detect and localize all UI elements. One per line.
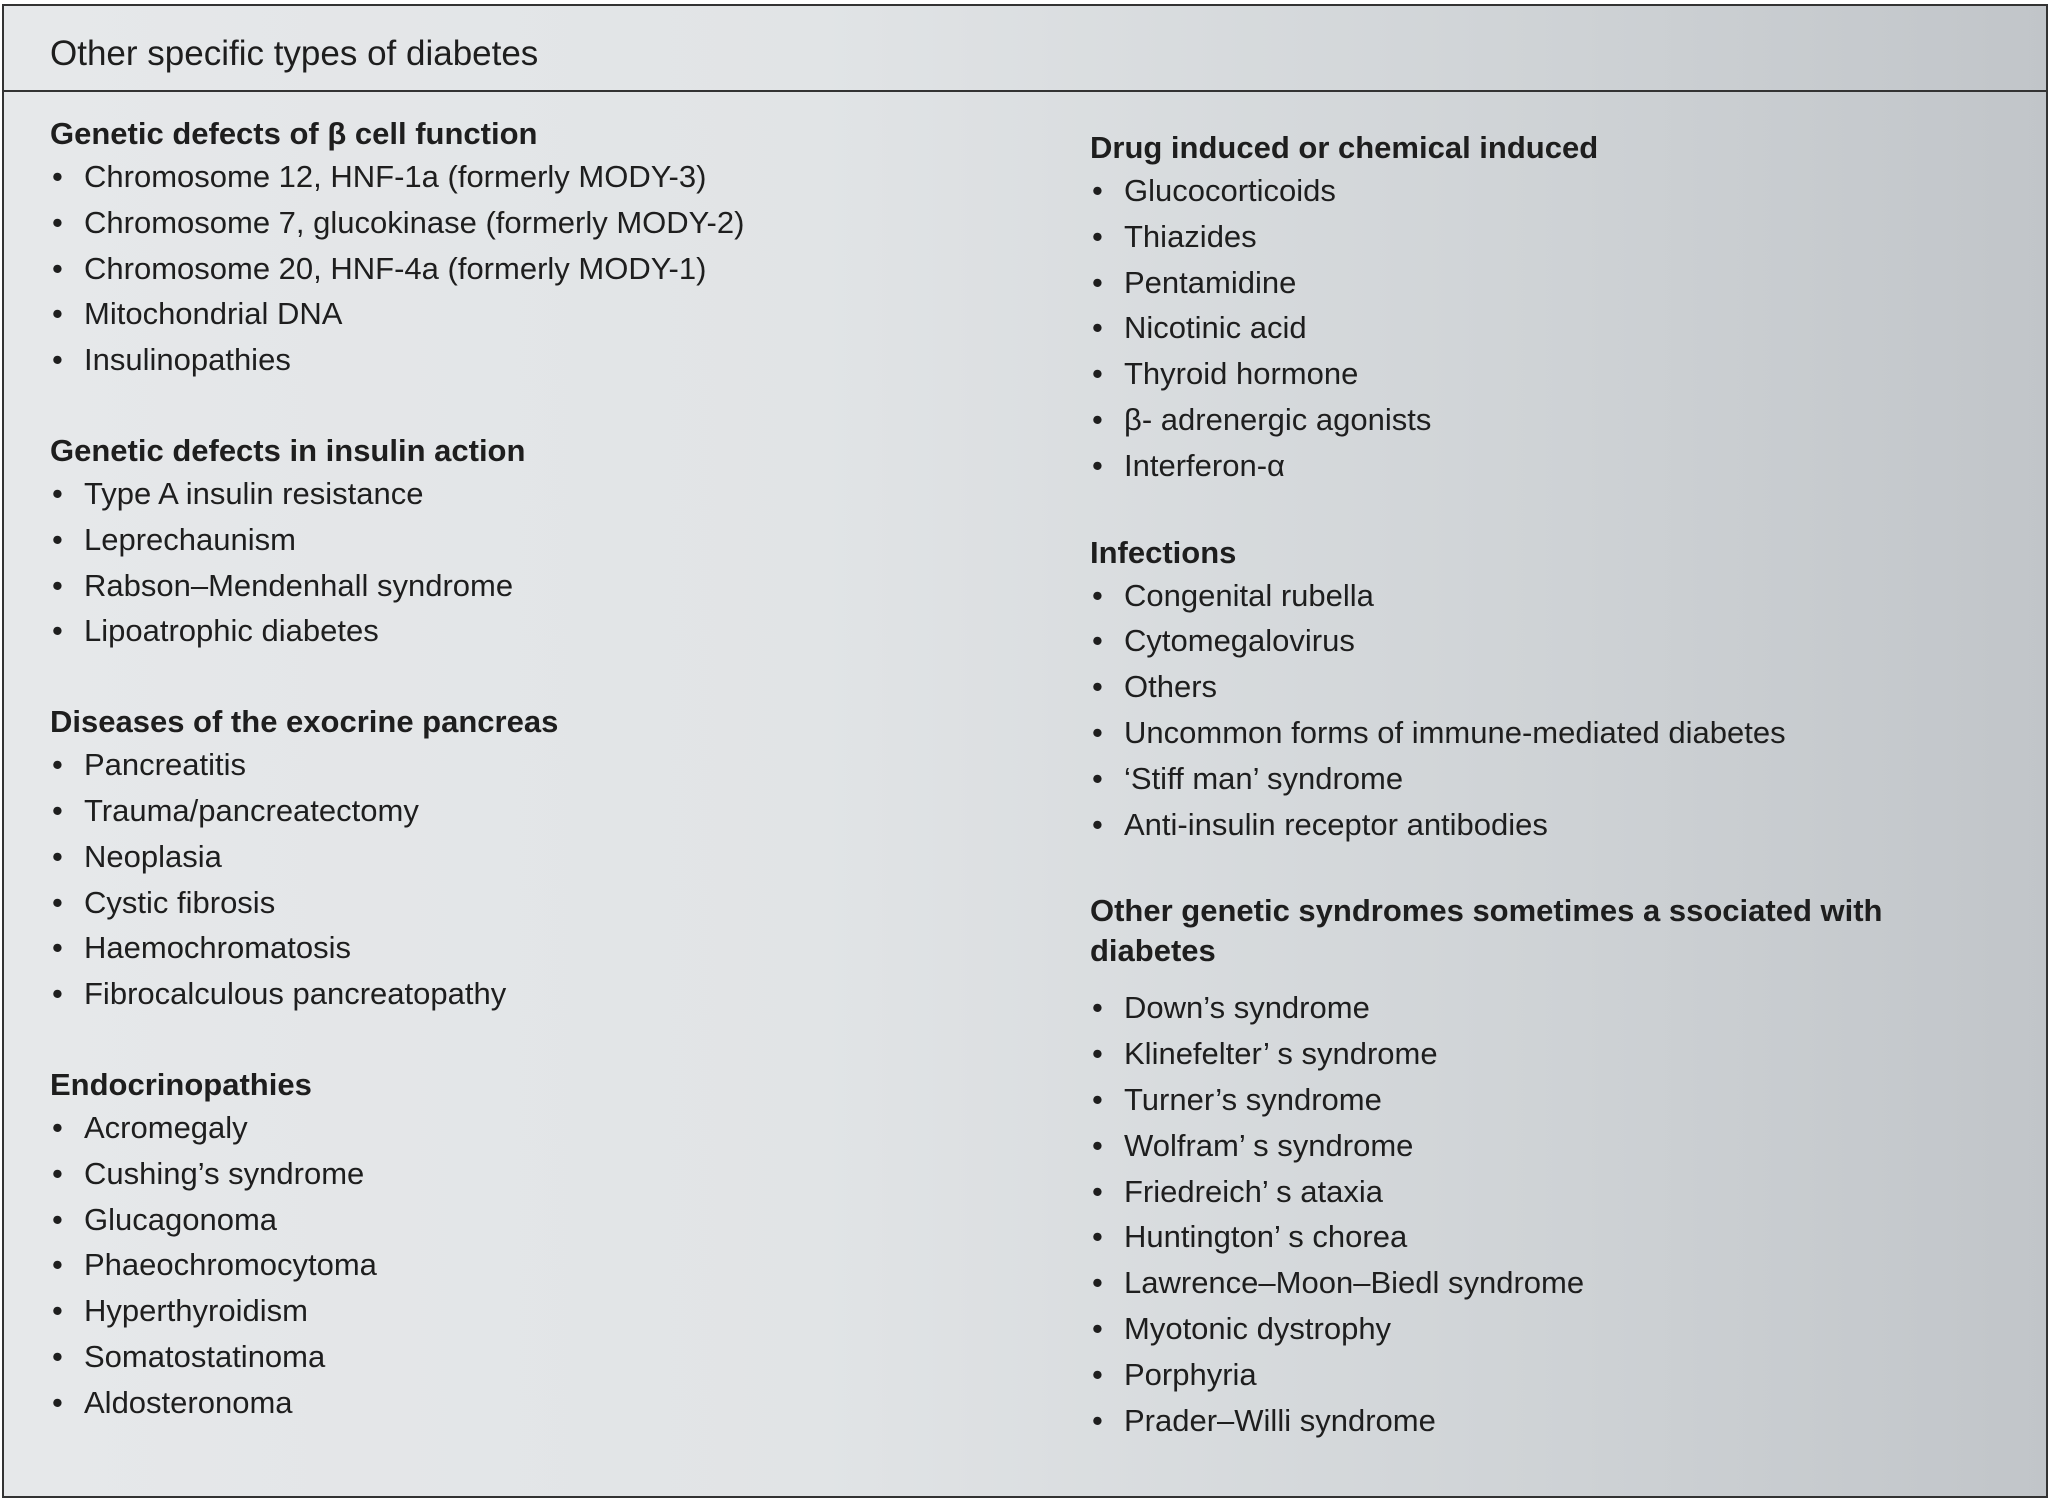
- item-list: [50, 154, 1030, 383]
- bullet-icon: •: [52, 204, 63, 240]
- list-item: [50, 1105, 1030, 1151]
- list-item-text: Others: [1124, 669, 1218, 705]
- list-item: [50, 1380, 1030, 1426]
- list-item-text: Chromosome 7, glucokinase (formerly MODY-2): [84, 204, 745, 240]
- section-drug-chemical-induced: [1090, 128, 2010, 489]
- list-item: [1090, 260, 2010, 306]
- list-item-text: Mitochondrial DNA: [84, 296, 343, 332]
- list-item-text: Pancreatitis: [84, 747, 246, 783]
- bullet-icon: •: [1092, 1356, 1103, 1392]
- list-item-text: Haemochromatosis: [84, 930, 352, 966]
- bullet-icon: •: [52, 342, 63, 378]
- right-column: [1090, 128, 2010, 1443]
- section-exocrine-pancreas: [50, 702, 1030, 1017]
- list-item: [50, 200, 1030, 246]
- section-endocrinopathies: [50, 1065, 1030, 1426]
- list-item-text: Lipoatrophic diabetes: [84, 613, 379, 649]
- list-item: [1090, 1077, 2010, 1123]
- list-item-text: Klinefelter’ s syndrome: [1124, 1036, 1438, 1072]
- list-item-text: Porphyria: [1124, 1356, 1257, 1392]
- list-item: [1090, 214, 2010, 260]
- list-item-text: Somatostatinoma: [84, 1338, 326, 1374]
- list-item: [1090, 1260, 2010, 1306]
- item-list: [1090, 168, 2010, 489]
- item-list: [1090, 985, 2010, 1443]
- list-item-text: Hyperthyroidism: [84, 1293, 308, 1329]
- list-item-text: Chromosome 20, HNF-4a (formerly MODY-1): [84, 250, 707, 286]
- item-list: [1090, 573, 2010, 848]
- bullet-icon: •: [52, 838, 63, 874]
- list-item-text: Rabson–Mendenhall syndrome: [84, 567, 514, 603]
- section-title: Genetic defects in insulin action: [50, 432, 526, 468]
- section-title: Drug induced or chemical induced: [1090, 130, 1599, 165]
- list-item-text: Cystic fibrosis: [84, 884, 276, 920]
- list-item: [1090, 168, 2010, 214]
- bullet-icon: •: [52, 521, 63, 557]
- section-genetic-beta-cell: [50, 114, 1030, 383]
- list-item-text: Anti-insulin receptor antibodies: [1124, 806, 1548, 842]
- page-title: Other specific types of diabetes: [50, 34, 539, 73]
- list-item-text: Fibrocalculous pancreatopathy: [84, 976, 507, 1012]
- bullet-icon: •: [1092, 356, 1103, 392]
- list-item: [1090, 305, 2010, 351]
- bullet-icon: •: [1092, 1219, 1103, 1255]
- list-item: [50, 291, 1030, 337]
- bullet-icon: •: [1092, 806, 1103, 842]
- list-item-text: β- adrenergic agonists: [1124, 401, 1432, 437]
- list-item: [50, 1334, 1030, 1380]
- section-other-genetic-syndromes: [1090, 891, 2010, 1443]
- section-gap: [50, 654, 1030, 702]
- list-item: [50, 337, 1030, 383]
- left-column: [50, 114, 1030, 1426]
- bullet-icon: •: [1092, 447, 1103, 483]
- list-item: [1090, 351, 2010, 397]
- list-item: [50, 608, 1030, 654]
- bullet-icon: •: [1092, 264, 1103, 300]
- list-item-text: Insulinopathies: [84, 342, 291, 378]
- list-item-text: Congenital rubella: [1124, 577, 1374, 613]
- list-item: [1090, 985, 2010, 1031]
- bullet-icon: •: [1092, 1127, 1103, 1163]
- bullet-icon: •: [1092, 760, 1103, 796]
- bullet-icon: •: [52, 792, 63, 828]
- bullet-icon: •: [52, 930, 63, 966]
- item-list: [50, 742, 1030, 1017]
- list-item-text: Chromosome 12, HNF-1a (formerly MODY-3): [84, 159, 707, 194]
- list-item-text: Trauma/pancreatectomy: [84, 792, 419, 828]
- bullet-icon: •: [52, 1155, 63, 1191]
- bullet-icon: •: [52, 1384, 63, 1420]
- bullet-icon: •: [1092, 1173, 1103, 1209]
- list-item-text: Pentamidine: [1124, 264, 1297, 300]
- section-gap: [1090, 489, 2010, 533]
- list-item-text: Huntington’ s chorea: [1124, 1219, 1408, 1255]
- list-item: [50, 742, 1030, 788]
- section-genetic-insulin-action: [50, 431, 1030, 654]
- list-item-text: Acromegaly: [84, 1109, 248, 1145]
- list-item-text: Nicotinic acid: [1124, 310, 1307, 346]
- bullet-icon: •: [52, 475, 63, 511]
- bullet-icon: •: [1092, 401, 1103, 437]
- list-item-text: Interferon-α: [1124, 447, 1285, 483]
- list-item: [1090, 1031, 2010, 1077]
- item-list: [50, 471, 1030, 654]
- section-infections: [1090, 533, 2010, 848]
- bullet-icon: •: [52, 1338, 63, 1374]
- list-item: [50, 925, 1030, 971]
- bullet-icon: •: [1092, 990, 1103, 1026]
- list-item-text: Friedreich’ s ataxia: [1124, 1173, 1384, 1209]
- list-item-text: Myotonic dystrophy: [1124, 1310, 1392, 1346]
- bullet-icon: •: [1092, 623, 1103, 659]
- list-item-text: ‘Stiff man’ syndrome: [1124, 760, 1404, 796]
- list-item: [1090, 443, 2010, 489]
- list-item: [50, 1288, 1030, 1334]
- list-item-text: Leprechaunism: [84, 521, 296, 557]
- section-title: Diseases of the exocrine pancreas: [50, 704, 559, 740]
- section-gap: [50, 383, 1030, 431]
- section-gap: [50, 1017, 1030, 1065]
- list-item: [50, 1151, 1030, 1197]
- list-item: [1090, 1214, 2010, 1260]
- panel-header: [4, 6, 2046, 92]
- bullet-icon: •: [1092, 669, 1103, 705]
- list-item: [1090, 710, 2010, 756]
- list-item: [1090, 618, 2010, 664]
- list-item: [1090, 802, 2010, 848]
- list-item-text: Cushing’s syndrome: [84, 1155, 365, 1191]
- list-item-text: Lawrence–Moon–Biedl syndrome: [1124, 1265, 1585, 1301]
- list-item: [50, 971, 1030, 1017]
- section-title: Endocrinopathies: [50, 1066, 312, 1102]
- list-item: [50, 834, 1030, 880]
- bullet-icon: •: [52, 159, 63, 194]
- list-item: [50, 880, 1030, 926]
- section-title: Infections: [1090, 534, 1237, 570]
- bullet-icon: •: [1092, 173, 1103, 208]
- bullet-icon: •: [1092, 1310, 1103, 1346]
- list-item: [1090, 664, 2010, 710]
- bullet-icon: •: [52, 976, 63, 1012]
- bullet-icon: •: [52, 1293, 63, 1329]
- list-item: [50, 471, 1030, 517]
- list-item-text: Glucocorticoids: [1124, 173, 1336, 208]
- list-item-text: Phaeochromocytoma: [84, 1247, 377, 1283]
- list-item: [50, 1242, 1030, 1288]
- list-item: [50, 788, 1030, 834]
- list-item: [50, 154, 1030, 200]
- bullet-icon: •: [52, 613, 63, 649]
- list-item-text: Neoplasia: [84, 838, 222, 874]
- list-item-text: Down’s syndrome: [1124, 990, 1370, 1026]
- bullet-icon: •: [1092, 310, 1103, 346]
- list-item: [50, 246, 1030, 292]
- bullet-icon: •: [52, 1247, 63, 1283]
- list-item-text: Uncommon forms of immune-mediated diabetes: [1124, 714, 1786, 750]
- list-item-text: Thiazides: [1124, 218, 1257, 254]
- list-item-text: Glucagonoma: [84, 1201, 278, 1237]
- bullet-icon: •: [1092, 1036, 1103, 1072]
- section-gap: [1090, 847, 2010, 891]
- list-item-text: Thyroid hormone: [1124, 356, 1359, 392]
- list-item: [1090, 1398, 2010, 1444]
- bullet-icon: •: [1092, 1081, 1103, 1117]
- bullet-icon: •: [52, 1109, 63, 1145]
- list-item: [1090, 1352, 2010, 1398]
- list-item: [1090, 573, 2010, 619]
- bullet-icon: •: [52, 1201, 63, 1237]
- bullet-icon: •: [52, 747, 63, 783]
- section-title: Genetic defects of β cell function: [50, 116, 538, 151]
- list-item: [1090, 1169, 2010, 1215]
- bullet-icon: •: [1092, 1265, 1103, 1301]
- diabetes-types-panel: [2, 4, 2048, 1498]
- bullet-icon: •: [52, 884, 63, 920]
- section-title: Other genetic syndromes sometimes a ssociated with diabetes: [1090, 893, 1883, 969]
- list-item-text: Type A insulin resistance: [84, 475, 424, 511]
- item-list: [50, 1105, 1030, 1426]
- bullet-icon: •: [52, 250, 63, 286]
- bullet-icon: •: [52, 567, 63, 603]
- list-item: [50, 1197, 1030, 1243]
- list-item: [1090, 1306, 2010, 1352]
- list-item-text: Aldosteronoma: [84, 1384, 293, 1420]
- bullet-icon: •: [1092, 714, 1103, 750]
- bullet-icon: •: [1092, 577, 1103, 613]
- bullet-icon: •: [52, 296, 63, 332]
- list-item: [1090, 1123, 2010, 1169]
- bullet-icon: •: [1092, 218, 1103, 254]
- list-item-text: Wolfram’ s syndrome: [1124, 1127, 1414, 1163]
- list-item-text: Prader–Willi syndrome: [1124, 1402, 1436, 1438]
- list-item: [1090, 397, 2010, 443]
- list-item-text: Cytomegalovirus: [1124, 623, 1355, 659]
- list-item: [50, 517, 1030, 563]
- bullet-icon: •: [1092, 1402, 1103, 1438]
- list-item: [1090, 756, 2010, 802]
- list-item: [50, 563, 1030, 609]
- list-item-text: Turner’s syndrome: [1124, 1081, 1382, 1117]
